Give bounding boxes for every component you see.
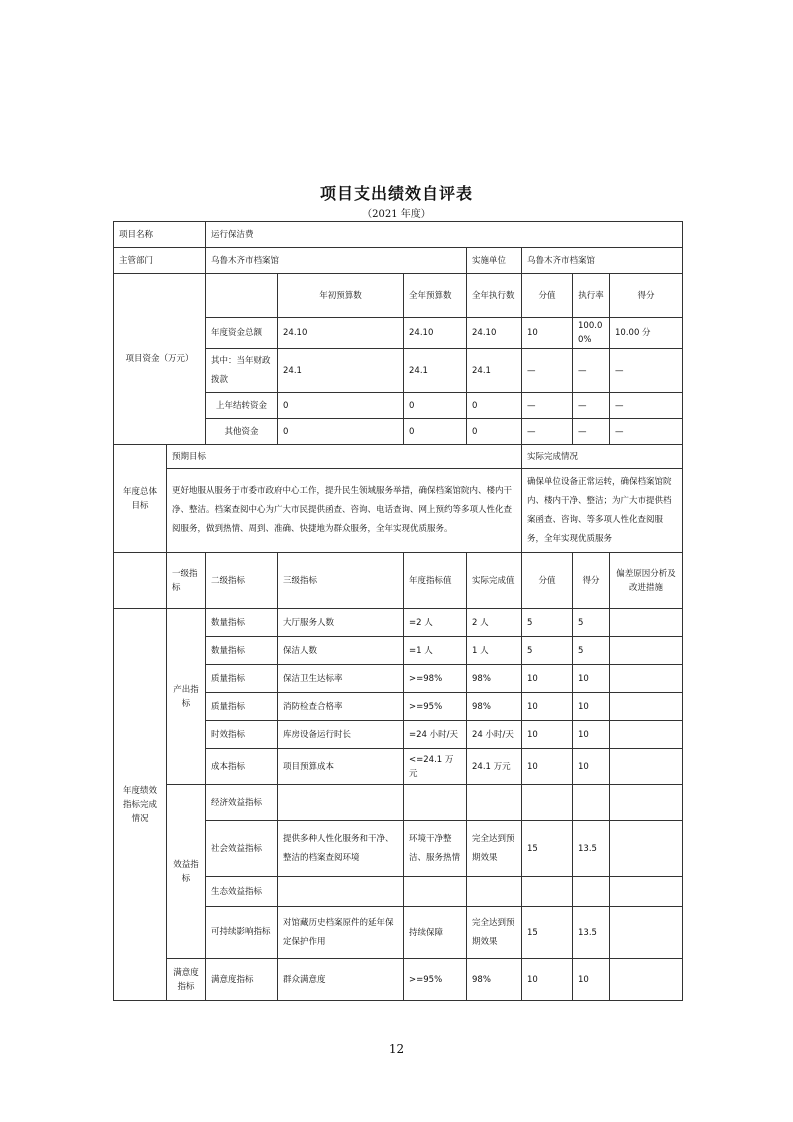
indicator-deviation [610,637,683,665]
indicators-header-actual: 实际完成值 [467,553,522,609]
indicator-score: 13.5 [573,821,610,877]
goals-label: 年度总体目标 [114,445,167,553]
funds-row-full: 24.10 [404,318,467,349]
indicator-deviation [610,959,683,1001]
indicator-level2: 数量指标 [206,609,278,637]
indicator-score-value: 10 [522,665,573,693]
indicator-target: <=24.1 万元 [404,749,467,785]
funds-row-score-value: — [522,393,573,419]
indicator-level2: 质量指标 [206,693,278,721]
indicator-score-value: 5 [522,609,573,637]
indicators-header-blank [114,553,167,609]
indicator-actual: 98% [467,693,522,721]
indicator-level2: 社会效益指标 [206,821,278,877]
indicator-score-value [522,877,573,907]
indicator-score [573,785,610,821]
page-number: 12 [388,1042,405,1056]
indicator-target: =24 小时/天 [404,721,467,749]
indicator-level2: 时效指标 [206,721,278,749]
funds-row-rate: 100.00% [573,318,610,349]
funds-row-score-value: — [522,349,573,393]
indicator-target: >=98% [404,665,467,693]
indicator-score [573,877,610,907]
indicators-header-level2: 二级指标 [206,553,278,609]
indicator-level3: 项目预算成本 [278,749,404,785]
indicator-score: 10 [573,693,610,721]
indicator-level2: 生态效益指标 [206,877,278,907]
dept-value: 乌鲁木齐市档案馆 [206,248,467,274]
goals-expected-text: 更好地服从服务于市委市政府中心工作，提升民生领域服务举措，确保档案馆院内、楼内干净、整洁。档案查阅中心为广大市民提供函查、咨询、电话查询、网上预约等多项人性化查阅服务，做到热情、周到、准确、快捷地为群众服务，全年实现优质服务。 [167,469,522,553]
indicator-score-value: 15 [522,907,573,959]
indicator-level2: 满意度指标 [206,959,278,1001]
indicator-actual: 98% [467,959,522,1001]
indicator-level2: 数量指标 [206,637,278,665]
funds-row-initial: 24.1 [278,349,404,393]
funds-row-name: 上年结转资金 [206,393,278,419]
project-name-value: 运行保洁费 [206,222,683,248]
indicator-actual: 24 小时/天 [467,721,522,749]
goals-actual-label: 实际完成情况 [522,445,683,469]
indicator-score-value: 10 [522,959,573,1001]
indicator-actual: 98% [467,665,522,693]
indicator-score-value [522,785,573,821]
output-indicator-label: 产出指标 [167,609,206,785]
page-title: 项目支出绩效自评表 [319,184,473,203]
indicator-score-value: 5 [522,637,573,665]
funds-row-initial: 24.10 [278,318,404,349]
indicator-score: 13.5 [573,907,610,959]
indicators-header-level1: 一级指标 [167,553,206,609]
funds-row-exec: 24.1 [467,349,522,393]
funds-row-score-value: 10 [522,318,573,349]
indicator-deviation [610,877,683,907]
funds-header-score-value: 分值 [522,274,573,318]
indicator-target: 持续保障 [404,907,467,959]
indicator-actual: 完全达到预期效果 [467,821,522,877]
indicator-target: >=95% [404,959,467,1001]
indicator-score: 10 [573,959,610,1001]
indicator-level3: 保洁人数 [278,637,404,665]
unit-value: 乌鲁木齐市档案馆 [522,248,683,274]
indicator-deviation [610,693,683,721]
indicator-level2: 质量指标 [206,665,278,693]
indicator-level3: 大厅服务人数 [278,609,404,637]
indicator-level3: 库房设备运行时长 [278,721,404,749]
indicator-deviation [610,665,683,693]
indicator-deviation [610,821,683,877]
project-name-label: 项目名称 [114,222,206,248]
funds-header-blank [206,274,278,318]
indicators-header-score-value: 分值 [522,553,573,609]
funds-row-initial: 0 [278,393,404,419]
indicator-level3: 对馆藏历史档案原件的延年保定保护作用 [278,907,404,959]
funds-header-full: 全年预算数 [404,274,467,318]
indicator-level3: 提供多种人性化服务和干净、整洁的档案查阅环境 [278,821,404,877]
indicator-score: 10 [573,721,610,749]
funds-row-score: — [610,349,683,393]
funds-row-rate: — [573,419,610,445]
indicator-level2: 可持续影响指标 [206,907,278,959]
indicator-score: 10 [573,749,610,785]
satisfaction-indicator-label: 满意度指标 [167,959,206,1001]
indicator-level3 [278,877,404,907]
indicator-target: >=95% [404,693,467,721]
funds-label: 项目资金（万元） [114,274,206,445]
funds-row-exec: 0 [467,393,522,419]
funds-row-initial: 0 [278,419,404,445]
indicator-deviation [610,785,683,821]
funds-row-exec: 24.10 [467,318,522,349]
indicator-actual: 24.1 万元 [467,749,522,785]
indicator-score: 5 [573,637,610,665]
indicator-target [404,785,467,821]
funds-header-exec: 全年执行数 [467,274,522,318]
funds-header-rate: 执行率 [573,274,610,318]
indicator-level3 [278,785,404,821]
indicator-deviation [610,907,683,959]
funds-row-full: 0 [404,419,467,445]
benefit-indicator-label: 效益指标 [167,785,206,959]
indicators-header-deviation: 偏差原因分析及改进措施 [610,553,683,609]
indicator-deviation [610,609,683,637]
dept-label: 主管部门 [114,248,206,274]
funds-row-full: 24.1 [404,349,467,393]
indicator-level2: 成本指标 [206,749,278,785]
page-subtitle: （2021 年度） [362,209,431,220]
indicator-target: =1 人 [404,637,467,665]
funds-row-name: 其中：当年财政拨款 [206,349,278,393]
indicator-actual: 1 人 [467,637,522,665]
funds-row-score: — [610,393,683,419]
indicator-level3: 消防检查合格率 [278,693,404,721]
indicators-header-score: 得分 [573,553,610,609]
funds-row-rate: — [573,349,610,393]
funds-header-initial: 年初预算数 [278,274,404,318]
funds-row-name: 其他资金 [206,419,278,445]
funds-row-score: 10.00 分 [610,318,683,349]
indicator-score-value: 10 [522,693,573,721]
indicators-header-level3: 三级指标 [278,553,404,609]
indicator-score-value: 10 [522,721,573,749]
unit-label: 实施单位 [467,248,522,274]
indicator-deviation [610,749,683,785]
indicator-actual: 2 人 [467,609,522,637]
goals-actual-text: 确保单位设备正常运转，确保档案馆院内、楼内干净、整洁；为广大市提供档案函查、咨询、等多项人性化查阅服务，全年实现优质服务 [522,469,683,553]
indicator-score-value: 15 [522,821,573,877]
indicator-target: =2 人 [404,609,467,637]
funds-row-name: 年度资金总额 [206,318,278,349]
indicator-score: 10 [573,665,610,693]
performance-table [113,221,683,1001]
indicator-target: 环境干净整洁、服务热情 [404,821,467,877]
indicator-level3: 群众满意度 [278,959,404,1001]
funds-row-score: — [610,419,683,445]
indicator-score-value: 10 [522,749,573,785]
goals-expected-label: 预期目标 [167,445,522,469]
indicator-actual [467,785,522,821]
indicator-actual: 完全达到预期效果 [467,907,522,959]
indicators-section-label: 年度绩效指标完成情况 [114,609,167,1001]
funds-row-rate: — [573,393,610,419]
indicator-level2: 经济效益指标 [206,785,278,821]
indicator-actual [467,877,522,907]
indicators-header-target: 年度指标值 [404,553,467,609]
funds-header-score: 得分 [610,274,683,318]
indicator-deviation [610,721,683,749]
indicator-score: 5 [573,609,610,637]
indicator-level3: 保洁卫生达标率 [278,665,404,693]
funds-row-full: 0 [404,393,467,419]
funds-row-exec: 0 [467,419,522,445]
funds-row-score-value: — [522,419,573,445]
indicator-target [404,877,467,907]
